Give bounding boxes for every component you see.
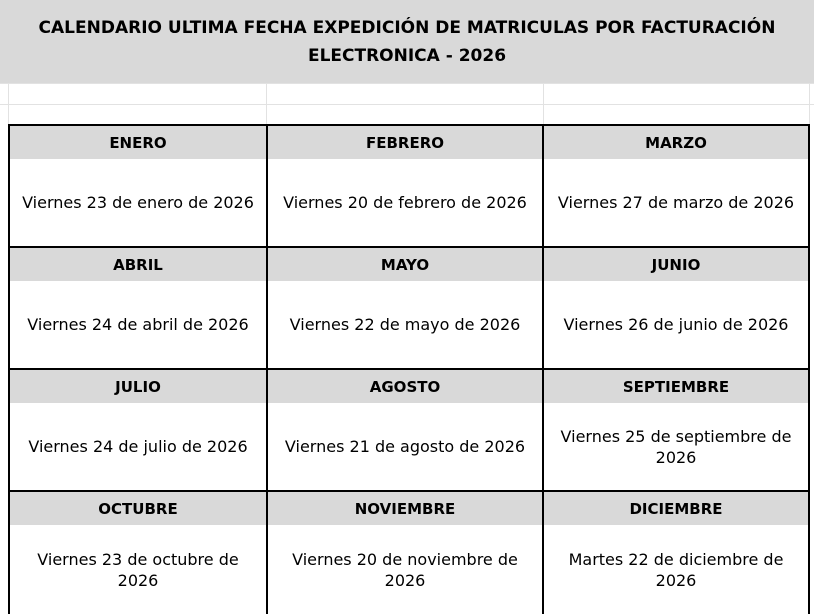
gridline [266, 83, 267, 125]
title-line-2: ELECTRONICA - 2026 [307, 46, 507, 66]
date-cell-agosto[interactable]: Viernes 21 de agosto de 2026 [268, 403, 544, 492]
gridline [0, 104, 814, 105]
month-header-marzo[interactable]: MARZO [544, 126, 808, 159]
month-header-agosto[interactable]: AGOSTO [268, 370, 544, 403]
month-header-julio[interactable]: JULIO [10, 370, 268, 403]
month-header-mayo[interactable]: MAYO [268, 248, 544, 281]
gridline [809, 83, 810, 125]
date-cell-mayo[interactable]: Viernes 22 de mayo de 2026 [268, 281, 544, 370]
calendar-table [8, 124, 810, 614]
gridline [8, 83, 9, 125]
title-band [0, 0, 814, 83]
date-cell-noviembre[interactable]: Viernes 20 de noviembre de 2026 [268, 525, 544, 614]
month-header-febrero[interactable]: FEBRERO [268, 126, 544, 159]
gridline [543, 83, 544, 125]
month-header-diciembre[interactable]: DICIEMBRE [544, 492, 808, 525]
date-cell-septiembre[interactable]: Viernes 25 de septiembre de 2026 [544, 403, 808, 492]
date-cell-junio[interactable]: Viernes 26 de junio de 2026 [544, 281, 808, 370]
title-line-1: CALENDARIO ULTIMA FECHA EXPEDICIÓN DE MATRICULAS POR FACTURACIÓN [38, 18, 776, 38]
date-cell-febrero[interactable]: Viernes 20 de febrero de 2026 [268, 159, 544, 248]
date-cell-abril[interactable]: Viernes 24 de abril de 2026 [10, 281, 268, 370]
spreadsheet-gridlines [0, 83, 814, 125]
month-header-junio[interactable]: JUNIO [544, 248, 808, 281]
date-cell-diciembre[interactable]: Martes 22 de diciembre de 2026 [544, 525, 808, 614]
gridline [0, 83, 814, 84]
date-cell-octubre[interactable]: Viernes 23 de octubre de 2026 [10, 525, 268, 614]
date-cell-enero[interactable]: Viernes 23 de enero de 2026 [10, 159, 268, 248]
date-cell-marzo[interactable]: Viernes 27 de marzo de 2026 [544, 159, 808, 248]
month-header-octubre[interactable]: OCTUBRE [10, 492, 268, 525]
month-header-abril[interactable]: ABRIL [10, 248, 268, 281]
month-header-noviembre[interactable]: NOVIEMBRE [268, 492, 544, 525]
month-header-enero[interactable]: ENERO [10, 126, 268, 159]
page-title [0, 14, 814, 70]
month-header-septiembre[interactable]: SEPTIEMBRE [544, 370, 808, 403]
date-cell-julio[interactable]: Viernes 24 de julio de 2026 [10, 403, 268, 492]
